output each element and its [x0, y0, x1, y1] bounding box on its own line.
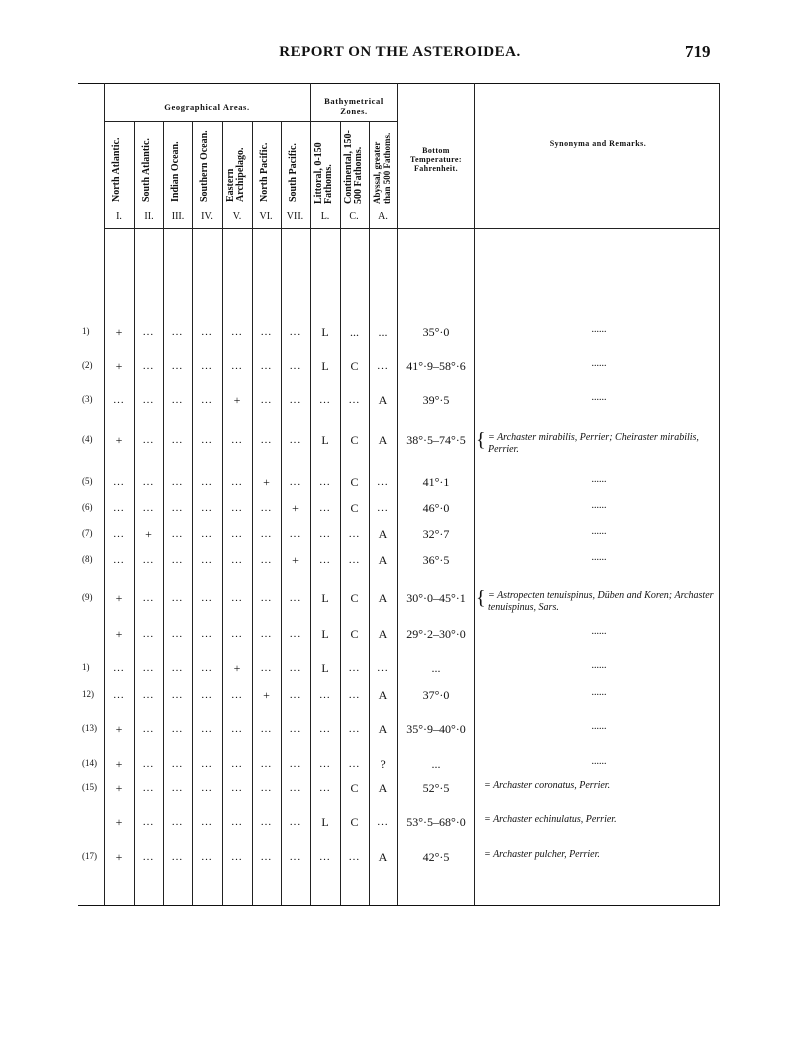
cell-north-atlantic: + [115, 325, 123, 339]
table-row [0, 849, 800, 865]
cell-south-atlantic: ... [142, 782, 155, 794]
cell-littoral: ... [319, 394, 331, 406]
cell-littoral: L [321, 325, 329, 339]
cell-south-pacific: ... [289, 592, 302, 604]
cell-north-atlantic: ... [113, 554, 125, 566]
cell-continental: C [350, 627, 359, 641]
cell-eastern-archipelago: ... [231, 476, 243, 488]
cell-continental: C [350, 815, 359, 829]
cell-north-pacific: ... [260, 528, 273, 540]
table-row [0, 626, 800, 642]
cell-temperature: 32°·7 [422, 527, 450, 541]
row-number: (14) [82, 758, 97, 768]
cell-north-atlantic: ... [113, 502, 125, 514]
cell-continental: ... [348, 528, 361, 540]
cell-north-pacific: ... [260, 662, 273, 674]
cell-eastern-archipelago: ... [231, 434, 243, 446]
cell-eastern-archipelago: ... [231, 816, 243, 828]
cell-southern-ocean: ... [201, 360, 213, 372]
col-code: IV. [201, 211, 213, 222]
col-head-abyssal: Abyssal, greater than 500 Fathoms. [372, 132, 392, 204]
cell-remarks: = Archaster pulcher, Perrier. [484, 849, 600, 860]
row-number: (7) [82, 528, 93, 538]
cell-north-atlantic: + [115, 433, 123, 447]
cell-remarks: ...... [591, 526, 607, 537]
cell-south-atlantic: ... [142, 592, 155, 604]
table-row [0, 587, 800, 613]
cell-indian-ocean: ... [171, 502, 184, 514]
cell-remarks: ...... [591, 687, 607, 698]
cell-north-pacific: ... [260, 851, 273, 863]
group-rule [104, 121, 397, 122]
cell-remarks: ...... [591, 474, 607, 485]
cell-abyssal: ... [377, 816, 389, 828]
cell-north-pacific: ... [260, 554, 273, 566]
cell-southern-ocean: ... [201, 782, 213, 794]
cell-temperature: 37°·0 [422, 688, 450, 702]
cell-eastern-archipelago: ... [231, 528, 243, 540]
cell-north-atlantic: + [115, 591, 123, 605]
table-row [0, 687, 800, 703]
cell-littoral: ... [319, 554, 331, 566]
cell-north-atlantic: ... [113, 662, 125, 674]
cell-north-atlantic: + [115, 781, 123, 795]
cell-eastern-archipelago: ... [231, 502, 243, 514]
cell-remarks: = Archaster echinulatus, Perrier. [484, 814, 617, 825]
col-head-north-atlantic: North Atlantic. [111, 137, 122, 202]
cell-north-atlantic: + [115, 815, 123, 829]
cell-indian-ocean: ... [171, 326, 184, 338]
table-row [0, 474, 800, 490]
cell-south-atlantic: ... [142, 434, 155, 446]
col-code: VII. [286, 211, 304, 222]
table-row [0, 324, 800, 340]
cell-remarks: ...... [591, 756, 607, 767]
geographical-areas-heading: Geographical Areas. [164, 102, 250, 112]
cell-remarks: ...... [591, 660, 607, 671]
cell-littoral: L [321, 433, 329, 447]
cell-littoral: ... [319, 502, 331, 514]
cell-indian-ocean: ... [171, 689, 184, 701]
cell-south-atlantic: ... [142, 476, 155, 488]
cell-remarks: ...... [591, 358, 607, 369]
cell-littoral: ... [319, 723, 331, 735]
cell-remarks: = Astropecten tenuispinus, Düben and Koren; Archaster tenuispinus, Sars. [488, 590, 714, 613]
table-row [0, 552, 800, 568]
cell-southern-ocean: ... [201, 326, 213, 338]
cell-temperature: 41°·9–58°·6 [406, 359, 466, 373]
cell-littoral: ... [319, 782, 331, 794]
cell-indian-ocean: ... [171, 851, 184, 863]
cell-abyssal: ... [377, 502, 389, 514]
cell-temperature: ... [431, 661, 441, 675]
cell-indian-ocean: ... [171, 394, 184, 406]
cell-south-atlantic: ... [142, 502, 155, 514]
col-head-south-pacific: South Pacific. [288, 143, 299, 202]
cell-indian-ocean: ... [171, 758, 184, 770]
cell-southern-ocean: ... [201, 554, 213, 566]
cell-eastern-archipelago: + [233, 393, 241, 407]
cell-southern-ocean: ... [201, 394, 213, 406]
row-number: (17) [82, 851, 97, 861]
cell-temperature: 46°·0 [422, 501, 450, 515]
cell-southern-ocean: ... [201, 723, 213, 735]
cell-south-atlantic: ... [142, 554, 155, 566]
cell-southern-ocean: ... [201, 592, 213, 604]
cell-continental: ... [350, 325, 359, 339]
cell-abyssal: A [378, 688, 388, 702]
cell-continental: C [350, 591, 359, 605]
cell-continental: C [350, 359, 359, 373]
col-code: C. [349, 211, 359, 222]
cell-temperature: 42°·5 [422, 850, 450, 864]
cell-littoral: L [321, 815, 329, 829]
cell-eastern-archipelago: ... [231, 689, 243, 701]
cell-temperature: 35°·9–40°·0 [406, 722, 466, 736]
cell-eastern-archipelago: + [233, 661, 241, 675]
col-code: A. [378, 211, 388, 222]
cell-littoral: L [321, 359, 329, 373]
cell-north-pacific: ... [260, 434, 273, 446]
cell-continental: C [350, 433, 359, 447]
page-number: 719 [685, 42, 711, 61]
row-number: (3) [82, 394, 93, 404]
cell-indian-ocean: ... [171, 554, 184, 566]
cell-north-pacific: ... [260, 394, 273, 406]
cell-south-pacific: ... [289, 723, 302, 735]
cell-temperature: 53°·5–68°·0 [406, 815, 466, 829]
cell-eastern-archipelago: ... [231, 851, 243, 863]
row-number: 1) [82, 662, 90, 672]
cell-north-pacific: + [263, 475, 270, 489]
cell-indian-ocean: ... [171, 782, 184, 794]
cell-abyssal: A [378, 722, 388, 736]
cell-north-atlantic: ... [113, 689, 125, 701]
brace-mark: { [476, 429, 486, 451]
cell-abyssal: A [378, 433, 388, 447]
cell-eastern-archipelago: ... [231, 360, 243, 372]
cell-south-pacific: ... [289, 394, 302, 406]
cell-south-atlantic: ... [142, 851, 155, 863]
cell-south-atlantic: ... [142, 394, 155, 406]
cell-remarks: ...... [591, 552, 607, 563]
bottom-temperature-heading: Bottom Temperature: Fahrenheit. [410, 146, 462, 173]
row-number: (8) [82, 554, 93, 564]
cell-south-pacific: ... [289, 434, 302, 446]
cell-littoral: ... [319, 758, 331, 770]
cell-south-pacific: ... [289, 476, 302, 488]
cell-eastern-archipelago: ... [231, 592, 243, 604]
cell-remarks: ...... [591, 392, 607, 403]
cell-indian-ocean: ... [171, 662, 184, 674]
row-number: 12) [82, 689, 94, 699]
cell-littoral: L [321, 591, 329, 605]
cell-south-atlantic: ... [142, 628, 155, 640]
col-head-eastern-archipelago: Eastern Archipelago. [225, 147, 246, 202]
col-code: II. [144, 211, 154, 222]
cell-southern-ocean: ... [201, 662, 213, 674]
cell-south-atlantic: ... [142, 662, 155, 674]
cell-south-pacific: ... [289, 360, 302, 372]
cell-north-atlantic: + [115, 757, 123, 771]
cell-southern-ocean: ... [201, 689, 213, 701]
cell-north-atlantic: + [115, 850, 123, 864]
table-row [0, 500, 800, 516]
running-title: REPORT ON THE ASTEROIDEA. [279, 44, 521, 60]
cell-south-pacific: ... [289, 816, 302, 828]
cell-north-pacific: + [263, 688, 270, 702]
cell-temperature: 30°·0–45°·1 [406, 591, 466, 605]
cell-continental: C [350, 781, 359, 795]
cell-southern-ocean: ... [201, 434, 213, 446]
cell-eastern-archipelago: ... [231, 628, 243, 640]
cell-abyssal: ... [377, 360, 389, 372]
cell-abyssal: A [378, 527, 388, 541]
table-row [0, 526, 800, 542]
cell-indian-ocean: ... [171, 360, 184, 372]
table-top-rule [78, 83, 720, 84]
cell-south-pacific: ... [289, 758, 302, 770]
cell-littoral: ... [319, 528, 331, 540]
cell-remarks: = Archaster coronatus, Perrier. [484, 780, 611, 791]
row-number: 1) [82, 326, 90, 336]
table-row [0, 780, 800, 796]
cell-south-pacific: + [292, 501, 299, 515]
synonyma-heading: Synonyma and Remarks. [549, 139, 647, 148]
cell-north-atlantic: ... [113, 394, 125, 406]
cell-south-atlantic: + [145, 527, 152, 541]
cell-continental: C [350, 501, 359, 515]
table-row [0, 814, 800, 830]
cell-abyssal: ... [378, 325, 388, 339]
cell-indian-ocean: ... [171, 816, 184, 828]
cell-abyssal: A [378, 781, 388, 795]
col-head-southern-ocean: Southern Ocean. [199, 130, 210, 202]
row-number: (4) [82, 434, 93, 444]
col-head-indian-ocean: Indian Ocean. [170, 141, 181, 202]
table-row [0, 358, 800, 374]
cell-north-pacific: ... [260, 360, 273, 372]
cell-abyssal: ... [377, 476, 389, 488]
cell-indian-ocean: ... [171, 434, 184, 446]
table-row [0, 721, 800, 737]
row-number: (13) [82, 723, 97, 733]
cell-southern-ocean: ... [201, 502, 213, 514]
cell-temperature: ... [431, 757, 441, 771]
cell-indian-ocean: ... [171, 476, 184, 488]
cell-continental: ... [348, 554, 361, 566]
cell-north-pacific: ... [260, 628, 273, 640]
cell-south-pacific: ... [289, 628, 302, 640]
table-bottom-rule [78, 905, 720, 906]
cell-south-pacific: ... [289, 689, 302, 701]
cell-south-pacific: ... [289, 326, 302, 338]
table-row [0, 429, 800, 455]
cell-south-pacific: + [292, 553, 299, 567]
table-row [0, 392, 800, 408]
cell-north-pacific: ... [260, 782, 273, 794]
cell-north-pacific: ... [260, 758, 273, 770]
cell-southern-ocean: ... [201, 476, 213, 488]
table-row [0, 660, 800, 676]
cell-north-pacific: ... [260, 592, 273, 604]
cell-littoral: ... [319, 689, 331, 701]
cell-abyssal: ? [380, 757, 386, 771]
cell-indian-ocean: ... [171, 723, 184, 735]
cell-remarks: ...... [591, 500, 607, 511]
cell-southern-ocean: ... [201, 851, 213, 863]
cell-continental: ... [348, 394, 361, 406]
cell-littoral: L [321, 627, 329, 641]
cell-continental: ... [348, 758, 361, 770]
cell-north-pacific: ... [260, 723, 273, 735]
cell-eastern-archipelago: ... [231, 723, 243, 735]
cell-continental: ... [348, 689, 361, 701]
cell-north-atlantic: ... [113, 528, 125, 540]
cell-south-pacific: ... [289, 782, 302, 794]
row-number: (6) [82, 502, 93, 512]
cell-north-atlantic: + [115, 359, 123, 373]
cell-abyssal: ... [377, 662, 389, 674]
cell-south-atlantic: ... [142, 360, 155, 372]
cell-southern-ocean: ... [201, 758, 213, 770]
cell-north-pacific: ... [260, 816, 273, 828]
cell-indian-ocean: ... [171, 628, 184, 640]
cell-eastern-archipelago: ... [231, 758, 243, 770]
cell-south-pacific: ... [289, 662, 302, 674]
cell-abyssal: A [378, 553, 388, 567]
cell-temperature: 38°·5–74°·5 [406, 433, 466, 447]
cell-north-atlantic: ... [113, 476, 125, 488]
cell-littoral: ... [319, 851, 331, 863]
bathymetrical-zones-heading: Bathymetrical Zones. [324, 96, 384, 116]
cell-south-atlantic: ... [142, 689, 155, 701]
cell-abyssal: A [378, 591, 388, 605]
cell-littoral: L [321, 661, 329, 675]
cell-continental: ... [348, 662, 361, 674]
cell-southern-ocean: ... [201, 816, 213, 828]
cell-eastern-archipelago: ... [231, 782, 243, 794]
cell-remarks: ...... [591, 324, 607, 335]
cell-south-pacific: ... [289, 851, 302, 863]
table-row [0, 756, 800, 772]
cell-continental: ... [348, 851, 361, 863]
cell-temperature: 39°·5 [422, 393, 450, 407]
row-number: (5) [82, 476, 93, 486]
cell-north-atlantic: + [115, 627, 123, 641]
row-number: (9) [82, 592, 93, 602]
row-number: (2) [82, 360, 93, 370]
cell-littoral: ... [319, 476, 331, 488]
cell-north-atlantic: + [115, 722, 123, 736]
cell-temperature: 35°·0 [422, 325, 450, 339]
cell-south-atlantic: ... [142, 816, 155, 828]
cell-temperature: 41°·1 [422, 475, 450, 489]
col-code: VI. [259, 211, 273, 222]
cell-abyssal: A [378, 393, 388, 407]
row-number: (15) [82, 782, 97, 792]
cell-south-pacific: ... [289, 528, 302, 540]
cell-south-atlantic: ... [142, 326, 155, 338]
cell-abyssal: A [378, 850, 388, 864]
cell-continental: C [350, 475, 359, 489]
cell-temperature: 52°·5 [422, 781, 450, 795]
col-head-continental: Continental, 150-500 Fathoms. [343, 130, 364, 204]
cell-temperature: 29°·2–30°·0 [406, 627, 466, 641]
cell-continental: ... [348, 723, 361, 735]
brace-mark: { [476, 587, 486, 609]
cell-south-atlantic: ... [142, 723, 155, 735]
cell-southern-ocean: ... [201, 628, 213, 640]
cell-temperature: 36°·5 [422, 553, 450, 567]
col-head-south-atlantic: South Atlantic. [141, 138, 152, 202]
cell-remarks: = Archaster mirabilis, Perrier; Cheiraster mirabilis, Perrier. [488, 432, 699, 455]
cell-eastern-archipelago: ... [231, 326, 243, 338]
col-head-north-pacific: North Pacific. [259, 142, 270, 202]
cell-north-pacific: ... [260, 326, 273, 338]
cell-southern-ocean: ... [201, 528, 213, 540]
cell-indian-ocean: ... [171, 528, 184, 540]
col-code: L. [320, 211, 330, 222]
col-code: III. [171, 211, 185, 222]
cell-north-pacific: ... [260, 502, 273, 514]
header-rule [104, 228, 719, 229]
col-code: I. [116, 211, 122, 222]
cell-south-atlantic: ... [142, 758, 155, 770]
cell-remarks: ...... [591, 626, 607, 637]
cell-remarks: ...... [591, 721, 607, 732]
cell-eastern-archipelago: ... [231, 554, 243, 566]
cell-indian-ocean: ... [171, 592, 184, 604]
col-code: V. [232, 211, 242, 222]
col-head-littoral: Littoral, 0-150 Fathoms. [313, 142, 334, 204]
cell-abyssal: A [378, 627, 388, 641]
